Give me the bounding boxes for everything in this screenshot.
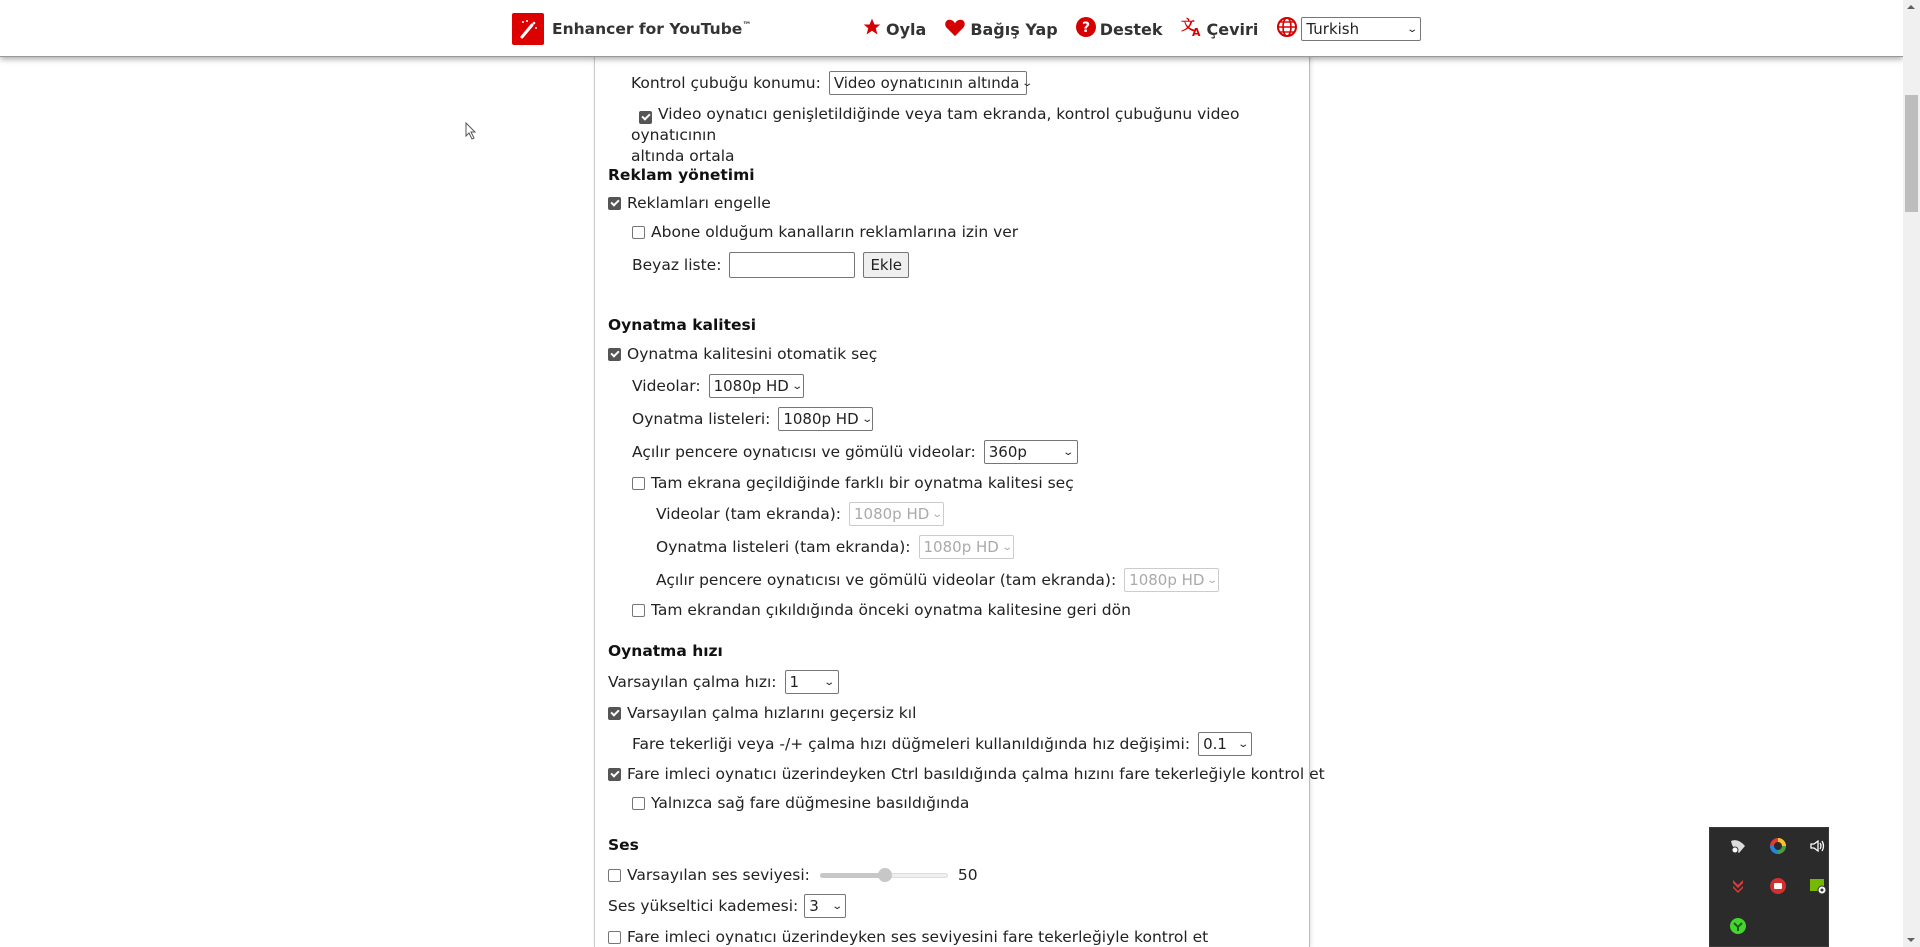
donate-link[interactable] xyxy=(944,17,1057,41)
fs-playlists-select[interactable] xyxy=(919,535,1014,559)
fs-popup-label: Açılır pencere oynatıcısı ve gömülü videolar (tam ekranda): xyxy=(656,571,1117,589)
slider-fill xyxy=(820,873,884,878)
whitelist-row xyxy=(632,252,909,278)
volume-wheel-label: Fare imleci oynatıcı üzerindeyken ses seviyesini fare tekerleğiyle kontrol et xyxy=(627,928,1209,946)
section-heading-volume: Ses xyxy=(608,836,639,854)
scrollbar-thumb[interactable] xyxy=(1905,95,1918,212)
brand[interactable] xyxy=(512,13,751,45)
download-arrow-icon[interactable] xyxy=(1728,876,1748,896)
auto-quality-label: Oynatma kalitesini otomatik seç xyxy=(627,345,878,363)
controlbar-center-row xyxy=(631,104,1291,167)
fs-playlists-label: Oynatma listeleri (tam ekranda): xyxy=(656,538,911,556)
controlbar-position-row xyxy=(631,71,1034,95)
chevron-down-icon: ⌄ xyxy=(823,676,836,688)
select-value: 1080p HD xyxy=(923,538,999,556)
section-heading-speed: Oynatma hızı xyxy=(608,642,723,660)
speed-step-label: Fare tekerliği veya -/+ çalma hızı düğmeleri kullanıldığında hız değişimi: xyxy=(632,735,1191,753)
fs-videos-label: Videolar (tam ekranda): xyxy=(656,505,841,523)
volume-wheel-row xyxy=(608,928,1208,946)
chevron-down-icon: ⌄ xyxy=(1021,77,1034,89)
fs-popup-select[interactable] xyxy=(1124,568,1219,592)
donate-label: Bağış Yap xyxy=(970,19,1058,39)
allow-subscribed-row xyxy=(632,223,1018,241)
revert-quality-row xyxy=(632,601,1131,619)
block-ads-label: Reklamları engelle xyxy=(627,194,771,212)
controlbar-position-label: Kontrol çubuğu konumu: xyxy=(631,74,821,92)
network-icon[interactable] xyxy=(1728,836,1748,856)
allow-subscribed-label: Abone olduğum kanalların reklamlarına izin ver xyxy=(651,223,1019,241)
chevron-down-icon: ⌄ xyxy=(1206,574,1219,586)
fs-playlists-row xyxy=(656,535,1014,559)
rate-link[interactable] xyxy=(862,17,926,41)
speed-step-select[interactable] xyxy=(1198,732,1252,756)
translate-label: Çeviri xyxy=(1206,19,1259,39)
select-value: 360p xyxy=(988,443,1027,461)
fullscreen-diff-label: Tam ekrana geçildiğinde farklı bir oynatma kalitesi seç xyxy=(651,474,1074,492)
slider-thumb[interactable] xyxy=(878,868,892,882)
svg-text:文: 文 xyxy=(1180,18,1195,34)
boost-row xyxy=(608,894,846,918)
default-volume-value: 50 xyxy=(957,866,978,884)
chevron-down-icon: ⌄ xyxy=(1062,446,1075,458)
ctrl-wheel-label: Fare imleci oynatıcı üzerindeyken Ctrl basıldığında çalma hızını fare tekerleğiyle kontrol et xyxy=(627,765,1325,783)
boost-select[interactable] xyxy=(804,894,846,918)
color-app-icon[interactable] xyxy=(1768,836,1788,856)
override-speed-label: Varsayılan çalma hızlarını geçersiz kıl xyxy=(627,704,917,722)
ctrl-wheel-row xyxy=(608,765,1325,783)
default-volume-label: Varsayılan ses seviyesi: xyxy=(627,866,810,884)
fs-videos-select[interactable] xyxy=(849,502,944,526)
fs-videos-row xyxy=(656,502,944,526)
magic-wand-logo-icon xyxy=(512,13,544,45)
page-scrollbar[interactable] xyxy=(1903,0,1920,947)
scroll-down-arrow-icon[interactable] xyxy=(1907,938,1915,942)
razer-icon[interactable] xyxy=(1728,916,1748,936)
select-value: 1080p HD xyxy=(713,377,789,395)
mouse-cursor-icon xyxy=(465,122,477,144)
videos-quality-label: Videolar: xyxy=(632,377,701,395)
support-label: Destek xyxy=(1099,19,1163,39)
default-volume-slider[interactable] xyxy=(820,870,948,880)
default-speed-select[interactable] xyxy=(785,670,839,694)
auto-quality-checkbox[interactable] xyxy=(608,348,621,361)
translate-link[interactable] xyxy=(1181,17,1259,41)
whitelist-input[interactable] xyxy=(729,252,855,278)
fullscreen-diff-row xyxy=(632,474,1074,492)
playlists-quality-select[interactable] xyxy=(778,407,873,431)
speed-step-row xyxy=(632,732,1252,756)
chevron-down-icon: ⌄ xyxy=(1001,541,1013,553)
whitelist-label: Beyaz liste: xyxy=(632,256,722,274)
help-circle-icon xyxy=(1076,17,1100,41)
ctrl-wheel-checkbox[interactable] xyxy=(608,768,621,781)
popup-quality-select[interactable] xyxy=(984,440,1078,464)
system-tray-overflow xyxy=(1709,827,1829,947)
revert-quality-label: Tam ekrandan çıkıldığında önceki oynatma kalitesine geri dön xyxy=(651,601,1131,619)
chevron-down-icon: ⌄ xyxy=(931,508,944,520)
support-link[interactable] xyxy=(1076,17,1163,41)
playlists-quality-row xyxy=(632,407,873,431)
select-value: 0.1 xyxy=(1203,735,1227,753)
select-value: 3 xyxy=(809,897,819,915)
popup-quality-row xyxy=(632,440,1078,464)
auto-quality-row xyxy=(608,345,877,363)
right-button-label: Yalnızca sağ fare düğmesine basıldığında xyxy=(651,794,970,812)
language-select[interactable] xyxy=(1301,17,1421,41)
override-speed-checkbox[interactable] xyxy=(608,707,621,720)
controlbar-center-label-2: altında ortala xyxy=(631,147,735,165)
fist-app-icon[interactable] xyxy=(1768,876,1788,896)
svg-text:?: ? xyxy=(1081,20,1090,36)
override-speed-row xyxy=(608,704,916,722)
default-volume-row xyxy=(608,866,978,884)
playlists-quality-label: Oynatma listeleri: xyxy=(632,410,771,428)
default-speed-label: Varsayılan çalma hızı: xyxy=(608,673,777,691)
add-whitelist-button[interactable]: Ekle xyxy=(863,252,909,278)
app-name: Enhancer for YouTube™ xyxy=(552,20,752,38)
select-value: 1 xyxy=(789,673,800,691)
volume-icon[interactable] xyxy=(1808,836,1828,856)
header xyxy=(0,0,1903,57)
svg-text:A: A xyxy=(1191,26,1201,37)
settings-panel xyxy=(594,0,1325,947)
controlbar-position-select[interactable] xyxy=(829,71,1034,95)
globe-icon xyxy=(1276,16,1298,42)
section-heading-quality: Oynatma kalitesi xyxy=(608,316,757,334)
select-value: 1080p HD xyxy=(783,410,859,428)
scroll-up-arrow-icon[interactable] xyxy=(1907,5,1915,9)
volume-wheel-checkbox[interactable] xyxy=(608,931,621,944)
chevron-down-icon: ⌄ xyxy=(831,900,843,912)
videos-quality-select[interactable] xyxy=(709,374,804,398)
right-button-row xyxy=(632,794,969,812)
block-ads-row xyxy=(608,194,771,212)
allow-subscribed-checkbox[interactable] xyxy=(632,226,645,239)
heart-icon xyxy=(944,17,970,41)
controlbar-center-label: Video oynatıcı genişletildiğinde veya tam ekranda, kontrol çubuğunu video oynatıcının xyxy=(631,105,1240,144)
videos-quality-row xyxy=(632,374,804,398)
default-volume-checkbox[interactable] xyxy=(608,869,621,882)
revert-quality-checkbox[interactable] xyxy=(632,604,645,617)
header-nav xyxy=(862,14,1421,44)
select-value: 1080p HD xyxy=(1129,571,1205,589)
translate-icon xyxy=(1181,17,1207,41)
language-value: Turkish xyxy=(1306,20,1360,38)
rate-label: Oyla xyxy=(886,19,927,39)
chevron-down-icon: ⌄ xyxy=(1236,738,1249,750)
chevron-down-icon: ⌄ xyxy=(860,413,873,425)
chevron-down-icon: ⌄ xyxy=(791,380,803,392)
select-value: 1080p HD xyxy=(854,505,930,523)
fs-popup-row xyxy=(656,568,1219,592)
popup-quality-label: Açılır pencere oynatıcısı ve gömülü videolar: xyxy=(632,443,976,461)
right-button-checkbox[interactable] xyxy=(632,797,645,810)
boost-label: Ses yükseltici kademesi: xyxy=(608,897,799,915)
block-ads-checkbox[interactable] xyxy=(608,197,621,210)
nvidia-icon[interactable] xyxy=(1808,876,1828,896)
fullscreen-diff-checkbox[interactable] xyxy=(632,477,645,490)
controlbar-center-checkbox[interactable] xyxy=(639,111,652,124)
chevron-down-icon: ⌄ xyxy=(1406,23,1419,35)
star-icon xyxy=(862,17,886,41)
section-heading-ads: Reklam yönetimi xyxy=(608,166,755,184)
default-speed-row xyxy=(608,670,839,694)
select-value: Video oynatıcının altında xyxy=(833,74,1020,92)
